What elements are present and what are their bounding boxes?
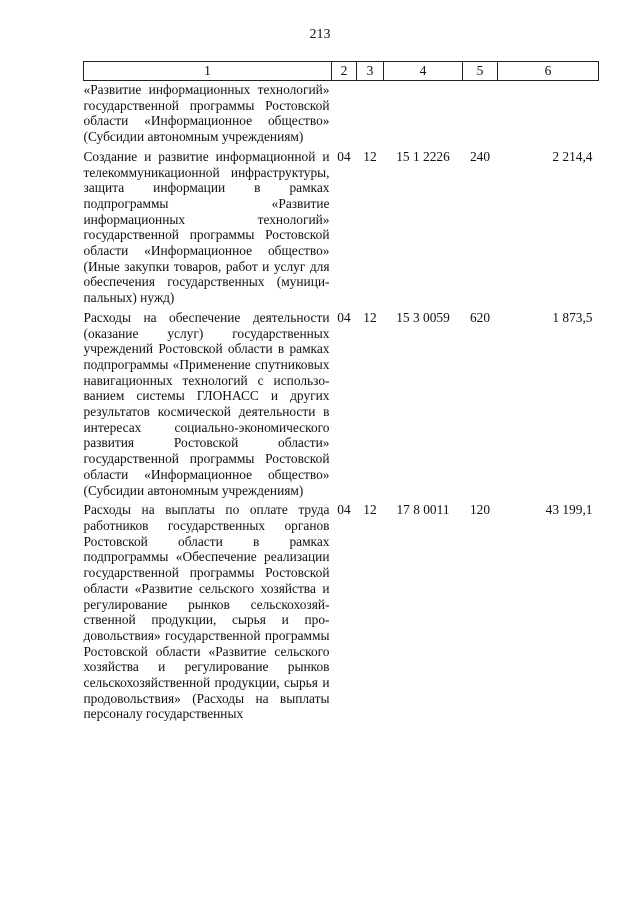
row-amount: [498, 81, 599, 145]
table-row: [84, 145, 599, 306]
row-subsection-code: [357, 81, 384, 145]
row-section-code: [332, 81, 357, 145]
row-amount: 2 214,4: [552, 148, 593, 164]
column-header-4: 4: [384, 62, 463, 81]
table-header-row: [84, 62, 599, 81]
column-header-5: 5: [463, 62, 498, 81]
row-target-article: 15 3 0059: [396, 309, 450, 325]
column-header-2: 2: [332, 62, 357, 81]
row-expense-type: [463, 81, 498, 145]
table-row: [84, 498, 599, 722]
row-target-article: [384, 81, 463, 145]
row-expense-type: 120: [469, 502, 491, 518]
row-description: Создание и развитие информационной и телекоммуникационной инфраструктуры, защита информации в рамках подпрограммы «Развитие информационных технологий» государственной программы Ростовской области «Информационное общество» (Иные закупки товаров, работ и услуг для обеспечения государственных (муниципальных) нужд): [83, 148, 330, 306]
budget-table: [83, 61, 599, 722]
row-description: «Развитие информационных технологий» государственной программы Ростовской области «Информационное общество» (Субсидии автономным учреждениям): [83, 82, 330, 145]
row-description: Расходы на обеспечение деятельности (оказание услуг) государственных учреждений Ростовской области в рамках подпрограммы «Применение спутниковых навигационных технологий с использованием системы ГЛОНАСС и других результатов космической деятельности в интересах социально-экономического развития Ростовской области» государственной программы Ростовской области «Информационное общество» (Субсидии автономным учреждениям): [83, 309, 330, 498]
row-subsection-code: 12: [363, 148, 377, 164]
page-number: 213: [309, 27, 331, 42]
row-target-article: 17 8 0011: [396, 502, 450, 518]
table-row: [84, 306, 599, 498]
table-row: [84, 81, 599, 145]
row-expense-type: 240: [469, 148, 491, 164]
row-amount: 43 199,1: [545, 502, 593, 518]
row-section-code: 04: [337, 148, 351, 164]
column-header-6: 6: [498, 62, 599, 81]
column-header-1: 1: [84, 62, 332, 81]
row-target-article: 15 1 2226: [396, 148, 450, 164]
row-section-code: 04: [337, 309, 351, 325]
row-description: Расходы на выплаты по оплате труда работников государственных органов Ростовской области в рамках подпрограммы «Обеспечение реализации государственной программы Ростовской области «Развитие сельского хозяйства и регулирование рынков сельскохозяйственной продукции, сырья и продовольствия» государственной программы Ростовской области «Развитие сельского хозяйства и регулирование рынков сельскохозяйственной продукции, сырья и продовольствия» (Расходы на выплаты персоналу государственных: [83, 502, 330, 722]
column-header-3: 3: [357, 62, 384, 81]
row-expense-type: 620: [469, 309, 491, 325]
row-subsection-code: 12: [363, 309, 377, 325]
row-subsection-code: 12: [363, 502, 377, 518]
row-amount: 1 873,5: [552, 309, 593, 325]
row-section-code: 04: [337, 502, 351, 518]
